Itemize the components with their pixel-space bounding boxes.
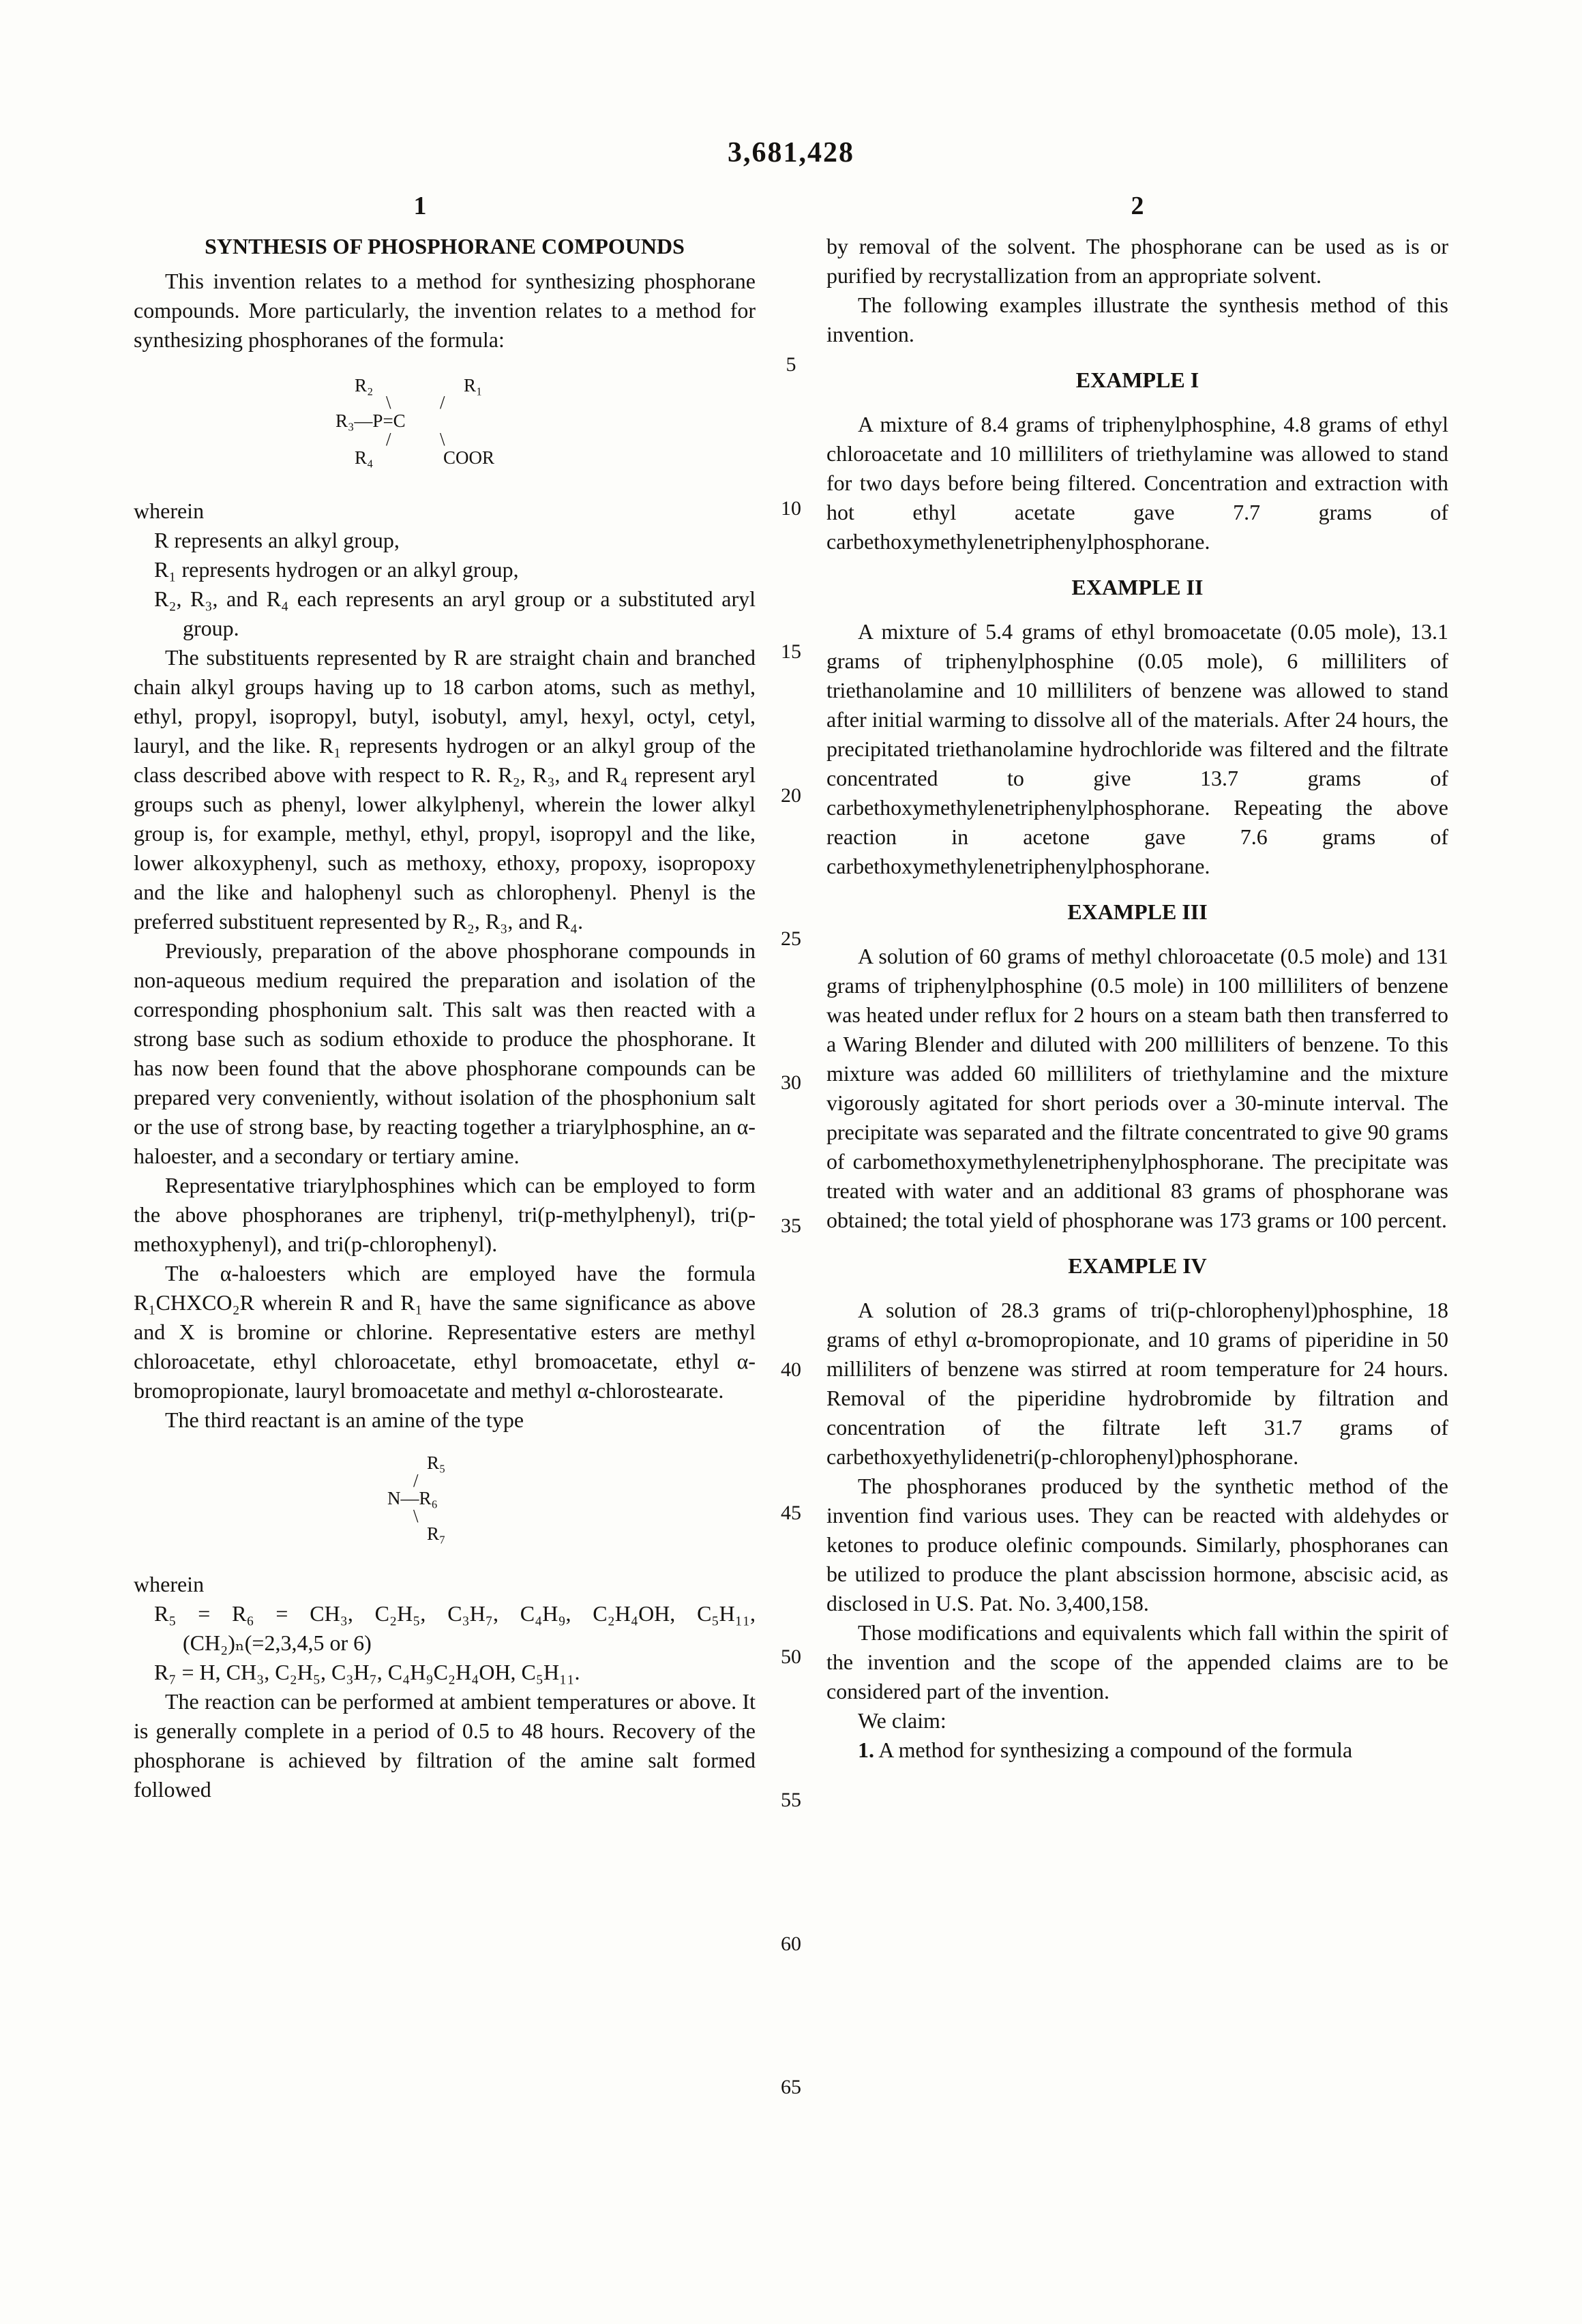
amine-structure-diagram	[383, 1452, 506, 1555]
example-3-body: A solution of 60 grams of methyl chloroacetate (0.5 mole) and 131 grams of triphenylphosphine (0.5 mole) in 100 milliliters of benzene was heated under reflux for 2 hours on a steam bath then transferred to a Waring Blender and diluted with 200 milliliters of benzene. To this mixture was added 60 milliliters of triethylamine and the mixture vigorously agitated for short periods over a 30-minute interval. The precipitate was separated and the filtrate concentrated to give 90 grams of carbomethoxymethylenetriphenylphosphorane. The precipitate was treated with water and an additional 83 grams of phosphorane was obtained; the total yield of phosphorane was 173 grams or 100 percent.	[826, 944, 1448, 1232]
phosphorane-structure-diagram	[329, 375, 561, 479]
paragraph-previously: Previously, preparation of the above phosphorane compounds in non-aqueous medium required the preparation and isolation of the corresponding phosphonium salt. This salt was then reacted with a strong base such as sodium ethoxide to produce the phosphorane. It has now been found that the above phosphorane compounds can be prepared very conveniently, without isolation of the phosphonium salt or the use of strong base, by reacting together a triarylphosphine, an α-haloester, and a secondary or tertiary amine.	[134, 938, 756, 1168]
paragraph-uses: The phosphoranes produced by the synthetic method of the invention find various uses. They can be reacted with aldehydes or ketones to produce olefinic compounds. Similarly, phosphoranes can be utilized to produce the plant abscission hormone, abscisic acid, as disclosed in U.S. Pat. No. 3,400,158.	[826, 1474, 1448, 1615]
paragraph-substituents: The substituents represented by R are straight chain and branched chain alkyl groups having up to 18 carbon atoms, such as methyl, ethyl, propyl, isopropyl, butyl, isobutyl, amyl, hexyl, octyl, cetyl, lauryl, and the like. R₁ represents hydrogen or an alkyl group of the class described above with respect to R. R₂, R₃, and R₄ represent aryl groups such as phenyl, lower alkylphenyl, wherein the lower alkyl group is, for example, methyl, ethyl, propyl, isopropyl and the like, lower alkoxyphenyl, such as methoxy, ethoxy, propoxy, isopropoxy and the like and halophenyl such as chlorophenyl. Phenyl is the preferred substituent represented by R₂, R₃, and R₄.	[134, 645, 756, 934]
column-2	[826, 232, 1448, 1765]
formula-backbone: N—R₆	[387, 1488, 438, 1508]
paragraph-following-examples: The following examples illustrate the synthesis method of this invention.	[826, 293, 1448, 346]
line-number: 20	[781, 784, 801, 807]
paragraph-haloesters: The α-haloesters which are employed have the formula R₁CHXCO₂R wherein R and R₁ have the same significance as above and X is bromine or chlorine. Representative esters are methyl chloroacetate, ethyl chloroacetate, ethyl bromoacetate, ethyl α-bromopropionate, lauryl bromoacetate and methyl α-chlorostearate.	[134, 1261, 756, 1403]
line-number: 55	[781, 1789, 801, 1811]
wherein-definitions	[134, 1599, 756, 1687]
wherein-label: wherein	[134, 1572, 205, 1596]
formula-label-coor: COOR	[443, 447, 495, 468]
column-2-number: 2	[1131, 192, 1144, 220]
column-1-number: 1	[413, 192, 427, 220]
line-number: 10	[781, 497, 801, 520]
paragraph-intro: This invention relates to a method for synthesizing phosphorane compounds. More particularly, the invention relates to a method for synthesizing phosphoranes of the formula:	[134, 269, 756, 352]
example-1-body: A mixture of 8.4 grams of triphenylphosphine, 4.8 grams of ethyl chloroacetate and 10 milliliters of triethylamine was allowed to stand for two days before being filtered. Concentration and extraction with hot ethyl acetate gave 7.7 grams of carbethoxymethylenetriphenylphosphorane.	[826, 412, 1448, 554]
claim-1-number: 1.	[858, 1738, 874, 1762]
example-4-heading: EXAMPLE IV	[1068, 1253, 1207, 1278]
definition-item: R₂, R₃, and R₄ each represents an aryl group or a substituted aryl group.	[154, 586, 756, 640]
wherein-label: wherein	[134, 498, 205, 523]
we-claim-label: We claim:	[858, 1708, 946, 1733]
line-number: 50	[781, 1645, 801, 1668]
line-number: 15	[781, 640, 801, 663]
definition-item: R₇ = H, CH₃, C₂H₅, C₃H₇, C₄H₉C₂H₄OH, C₅H₁₁.	[154, 1660, 580, 1684]
bond-line: /	[413, 1470, 419, 1491]
line-number: 65	[781, 2076, 801, 2098]
paragraph-reaction-conditions: The reaction can be performed at ambient temperatures or above. It is generally complete in a period of 0.5 to 48 hours. Recovery of the phosphorane is achieved by filtration of the amine salt formed followed	[134, 1689, 756, 1802]
paragraph-modifications: Those modifications and equivalents which fall within the spirit of the invention and the scope of the appended claims are to be considered part of the invention.	[826, 1620, 1448, 1703]
bond-line: /	[386, 429, 391, 449]
column-1	[134, 232, 756, 1804]
example-2-heading: EXAMPLE II	[1071, 575, 1204, 599]
formula-label-r4: R₄	[355, 447, 374, 468]
formula-label-r7: R₇	[427, 1523, 446, 1544]
example-3-heading: EXAMPLE III	[1067, 899, 1208, 924]
claim-1-text: A method for synthesizing a compound of the formula	[878, 1738, 1353, 1762]
line-number: 30	[781, 1071, 801, 1094]
bond-line: \	[386, 392, 391, 413]
paragraph-representative: Representative triarylphosphines which can be employed to form the above phosphoranes are triphenyl, tri(p-methylphenyl), tri(p-methoxyphenyl), and tri(p-chlorophenyl).	[134, 1173, 756, 1256]
line-number: 45	[781, 1502, 801, 1524]
bond-line: /	[440, 392, 445, 413]
claim-1	[826, 1735, 1448, 1765]
invention-title: SYNTHESIS OF PHOSPHORANE COMPOUNDS	[205, 234, 685, 258]
example-4-body: A solution of 28.3 grams of tri(p-chlorophenyl)phosphine, 18 grams of ethyl α-bromopropionate, and 10 grams of piperidine in 50 milliliters of benzene was stirred at room temperature for 24 hours. Removal of the piperidine hydrobromide by filtration and concentration of the filtrate left 31.7 grams of carbethoxyethylidenetri(p-chlorophenyl)phosphorane.	[826, 1298, 1448, 1469]
bond-line: \	[413, 1506, 419, 1526]
line-number: 35	[781, 1215, 801, 1237]
line-number: 5	[786, 353, 796, 376]
line-number: 25	[781, 927, 801, 950]
paragraph-continuation: by removal of the solvent. The phosphorane can be used as is or purified by recrystallization from an appropriate solvent.	[826, 234, 1448, 288]
definition-item: R₅ = R₆ = CH₃, C₂H₅, C₃H₇, C₄H₉, C₂H₄OH, C₅H₁₁, (CH₂)ₙ(=2,3,4,5 or 6)	[154, 1601, 756, 1655]
patent-number: 3,681,428	[728, 137, 854, 168]
example-1-heading: EXAMPLE I	[1075, 368, 1199, 392]
formula-label-r2: R₂	[355, 375, 374, 396]
definition-item: R₁ represents hydrogen or an alkyl group,	[154, 557, 519, 582]
formula-label-r5: R₅	[427, 1452, 446, 1473]
wherein-definitions	[134, 526, 756, 643]
line-number: 60	[781, 1933, 801, 1955]
line-number: 40	[781, 1358, 801, 1381]
definition-item: R represents an alkyl group,	[154, 528, 400, 552]
formula-backbone: R₃—P=C	[335, 411, 406, 431]
bond-line: \	[440, 429, 445, 449]
formula-label-r1: R₁	[464, 375, 483, 396]
example-2-body: A mixture of 5.4 grams of ethyl bromoacetate (0.05 mole), 13.1 grams of triphenylphosphine (0.05 mole), 6 milliliters of triethanolamine and 10 milliliters of benzene was allowed to stand after initial warming to dissolve all of the materials. After 24 hours, the precipitated triethanolamine hydrochloride was filtered and the filtrate concentrated to give 13.7 grams of carbethoxymethylenetriphenylphosphorane. Repeating the above reaction in acetone gave 7.6 grams of carbethoxymethylenetriphenylphosphorane.	[826, 619, 1448, 878]
paragraph-third-reactant: The third reactant is an amine of the type	[165, 1407, 524, 1432]
